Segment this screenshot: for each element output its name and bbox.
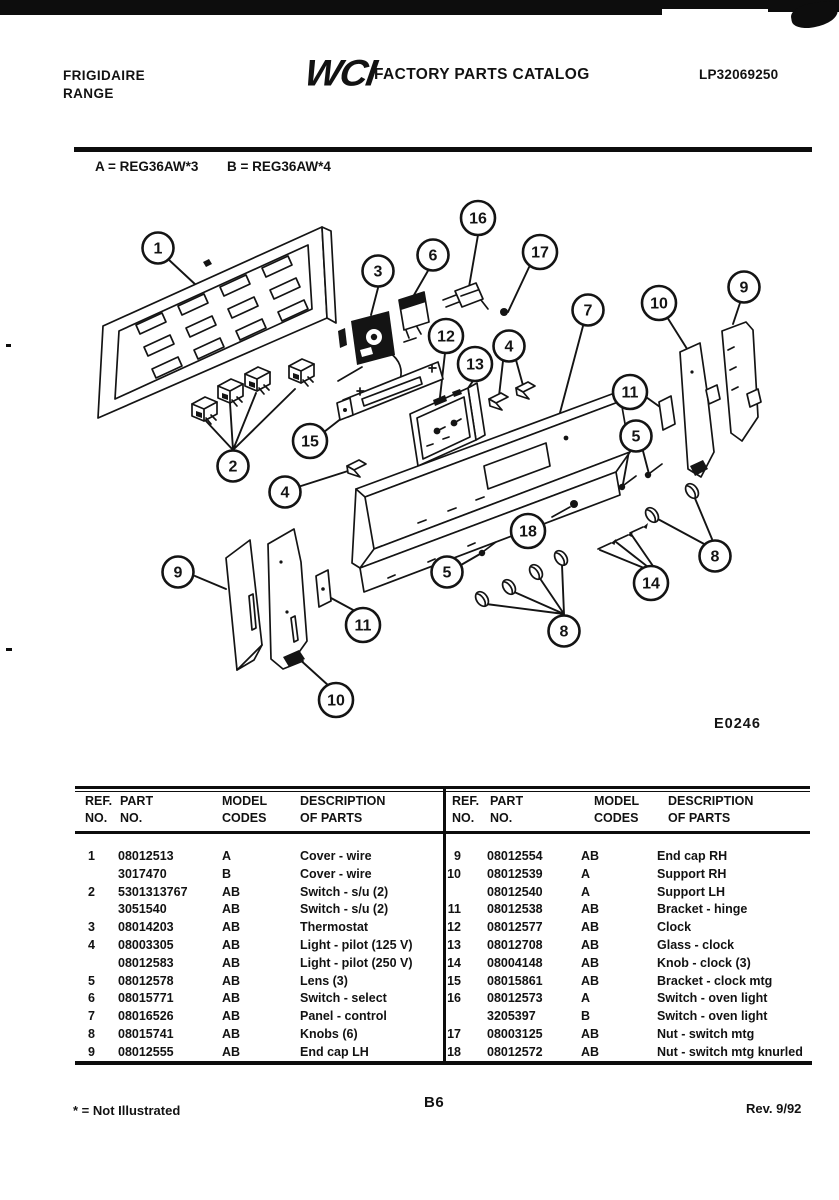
cell-model: AB [222, 1044, 241, 1059]
parts-row [444, 1008, 810, 1026]
cell-desc: Support LH [657, 884, 726, 899]
cell-model: AB [581, 920, 600, 935]
cell-model: A [581, 884, 591, 899]
cell-model: A [222, 849, 232, 863]
cell-part: 08012540 [487, 884, 543, 899]
callout-number: 5 [631, 428, 641, 446]
cell-desc: Bracket - clock mtg [657, 973, 773, 988]
cell-desc: Light - pilot (125 V) [300, 937, 413, 952]
cell-ref: 13 [447, 937, 461, 952]
cell-part: 08012708 [487, 937, 543, 952]
callout-number: 15 [301, 433, 319, 451]
callout-number: 7 [583, 302, 593, 320]
cell-part: 08012578 [118, 973, 174, 988]
cell-ref: 1 [88, 849, 95, 863]
cell-ref: 9 [454, 849, 461, 863]
thermostat-part [338, 311, 401, 381]
cell-part: 08015861 [487, 973, 543, 988]
cell-part: 08012538 [487, 902, 543, 917]
cell-part: 5301313767 [118, 884, 188, 899]
column-header: DESCRIPTION OF PARTS [668, 794, 754, 825]
cell-ref [88, 866, 118, 884]
cell-model: AB [222, 1009, 241, 1024]
parts-row [88, 955, 444, 973]
cell-part: 08012539 [487, 866, 543, 881]
cell-model: AB [222, 955, 241, 970]
cell-part: 08012555 [118, 1044, 174, 1059]
callout-number: 10 [327, 692, 345, 710]
callout-number: 6 [428, 247, 438, 265]
cell-desc: End cap LH [300, 1044, 369, 1059]
parts-row [88, 919, 444, 937]
cell-ref: 2 [88, 884, 95, 899]
cell-desc: Switch - s/u (2) [300, 902, 389, 917]
figure-code: E0246 [714, 716, 761, 732]
end-cap-rh-group [659, 322, 761, 477]
cell-part: 08016526 [118, 1009, 174, 1024]
column-header: MODEL CODES [222, 794, 268, 825]
catalog-title: FACTORY PARTS CATALOG [374, 66, 590, 83]
cell-model: AB [222, 937, 241, 952]
callout-number: 1 [153, 240, 163, 258]
callout-number: 3 [373, 263, 383, 281]
callout-number: 4 [280, 484, 290, 502]
cell-model: AB [581, 1044, 600, 1059]
callout-number: 8 [710, 548, 720, 566]
callout-number: 11 [354, 617, 372, 635]
cell-ref: 6 [88, 991, 95, 1006]
revision-label: Rev. 9/92 [746, 1101, 802, 1116]
cell-ref: 16 [447, 991, 461, 1006]
cell-desc: Switch - oven light [657, 1009, 768, 1024]
table-header-right [0, 793, 839, 833]
parts-row [444, 866, 810, 884]
parts-table-right [444, 848, 810, 1062]
clock-knobs [598, 523, 648, 549]
parts-table-left [75, 848, 444, 1062]
cell-model: AB [222, 1026, 241, 1041]
cell-model: AB [581, 849, 600, 863]
cell-part: 08014203 [118, 920, 174, 935]
model-code-a: A = REG36AW*3 [95, 159, 199, 174]
parts-row [444, 919, 810, 937]
cell-desc: Knobs (6) [300, 1026, 358, 1041]
parts-row [444, 973, 810, 991]
parts-row [444, 884, 810, 902]
column-header: PART NO. [120, 794, 154, 825]
cell-desc: Knob - clock (3) [657, 955, 751, 970]
cell-part: 08003125 [487, 1026, 543, 1041]
parts-row [88, 1044, 444, 1062]
document-number: LP32069250 [699, 67, 779, 82]
callout-number: 18 [519, 523, 537, 541]
page-number: B6 [424, 1094, 445, 1111]
cell-model: AB [581, 902, 600, 917]
cell-model: AB [222, 902, 241, 917]
callout-number: 17 [531, 244, 549, 262]
cell-desc: Nut - switch mtg [657, 1026, 755, 1041]
cell-desc: Glass - clock [657, 937, 735, 952]
parts-row [444, 955, 810, 973]
cell-ref: 10 [447, 866, 461, 881]
cell-part: 08012573 [487, 991, 543, 1006]
cell-desc: Bracket - hinge [657, 902, 748, 917]
cell-part: 08015771 [118, 991, 174, 1006]
parts-row [88, 973, 444, 991]
cell-model: AB [581, 955, 600, 970]
cell-ref: 15 [447, 973, 461, 988]
cell-model: A [581, 991, 591, 1006]
callout-number: 2 [228, 458, 238, 476]
parts-row [88, 848, 444, 866]
callout-number: 13 [466, 356, 484, 374]
callout-number: 4 [504, 338, 514, 356]
cell-part: 08012583 [118, 955, 174, 970]
cell-model: AB [581, 937, 600, 952]
callout-number: 8 [559, 623, 569, 641]
cell-part: 08015741 [118, 1026, 174, 1041]
cover-wire-part [98, 227, 336, 418]
brand-name: FRIGIDAIRE [63, 68, 146, 83]
parts-row [88, 866, 444, 884]
cell-desc: Switch - select [300, 991, 387, 1006]
control-panel-part [352, 394, 630, 592]
parts-row [88, 884, 444, 902]
cell-part: 08012577 [487, 920, 543, 935]
parts-row [444, 901, 810, 919]
cell-desc: Light - pilot (250 V) [300, 955, 413, 970]
cell-ref: 4 [88, 937, 95, 952]
switch-mounting-nut [500, 308, 508, 316]
column-header: PART NO. [490, 794, 524, 825]
cell-part: 08003305 [118, 937, 174, 952]
cell-part: 08012554 [487, 849, 543, 863]
cell-part: 08012513 [118, 849, 174, 863]
cell-ref [444, 884, 461, 902]
cell-ref [88, 901, 118, 919]
cell-model: AB [581, 1026, 600, 1041]
model-code-b: B = REG36AW*4 [227, 159, 331, 174]
cell-desc: Nut - switch mtg knurled [657, 1044, 803, 1059]
parts-row [88, 1008, 444, 1026]
cell-model: B [222, 866, 232, 881]
cell-ref [88, 955, 118, 973]
cell-ref: 11 [447, 902, 461, 917]
cell-model: AB [222, 920, 241, 935]
column-header: REF. NO. [452, 794, 480, 825]
cell-ref: 7 [88, 1009, 95, 1024]
cell-ref [444, 1008, 461, 1026]
callout-number: 10 [650, 295, 668, 313]
parts-row [444, 1026, 810, 1044]
callout-number: 16 [469, 210, 487, 228]
cell-ref: 18 [447, 1044, 461, 1059]
callout-number: 9 [739, 279, 749, 297]
cell-part: 08012572 [487, 1044, 543, 1059]
parts-row [444, 1044, 810, 1062]
cell-model: AB [222, 991, 241, 1006]
cell-desc: Panel - control [300, 1009, 387, 1024]
column-header: MODEL CODES [594, 794, 640, 825]
cell-model: A [581, 866, 591, 881]
cell-desc: Lens (3) [300, 973, 348, 988]
cell-part: 3051540 [118, 902, 167, 917]
cell-model: AB [222, 884, 241, 899]
cell-desc: Cover - wire [300, 849, 372, 863]
wci-logo: WCI [302, 53, 378, 94]
cell-desc: Switch - oven light [657, 991, 768, 1006]
cell-ref: 12 [447, 920, 461, 935]
cell-model: B [581, 1009, 591, 1024]
appliance-type: RANGE [63, 86, 114, 101]
not-illustrated-note: * = Not Illustrated [73, 1103, 181, 1118]
cell-ref: 17 [447, 1026, 461, 1041]
cell-model: AB [581, 973, 600, 988]
cell-desc: End cap RH [657, 849, 728, 863]
end-cap-lh-group [226, 529, 331, 670]
select-switch-part [399, 292, 429, 342]
cell-model: AB [222, 973, 241, 988]
parts-row [88, 1026, 444, 1044]
cell-desc: Cover - wire [300, 866, 372, 881]
parts-row [88, 901, 444, 919]
cell-part: 3205397 [487, 1009, 536, 1024]
callout-number: 9 [173, 564, 183, 582]
callout-number: 5 [442, 564, 452, 582]
parts-row [444, 937, 810, 955]
cell-desc: Clock [657, 920, 692, 935]
callout-number: 11 [621, 384, 639, 402]
cell-ref: 5 [88, 973, 95, 988]
cell-ref: 8 [88, 1026, 95, 1041]
cell-ref: 3 [88, 920, 95, 935]
parts-row [88, 937, 444, 955]
oven-light-switch-part [443, 283, 488, 309]
callout-number: 14 [642, 575, 660, 593]
cell-desc: Support RH [657, 866, 727, 881]
parts-row [88, 990, 444, 1008]
cell-ref: 9 [88, 1044, 95, 1059]
parts-row [444, 848, 810, 866]
cell-ref: 14 [447, 955, 461, 970]
callout-number: 12 [437, 328, 455, 346]
column-header: DESCRIPTION OF PARTS [300, 794, 386, 825]
cell-part: 08004148 [487, 955, 543, 970]
cell-desc: Thermostat [300, 920, 369, 935]
cell-desc: Switch - s/u (2) [300, 884, 389, 899]
column-header: REF. NO. [85, 794, 113, 825]
cell-part: 3017470 [118, 866, 167, 881]
parts-row [444, 990, 810, 1008]
